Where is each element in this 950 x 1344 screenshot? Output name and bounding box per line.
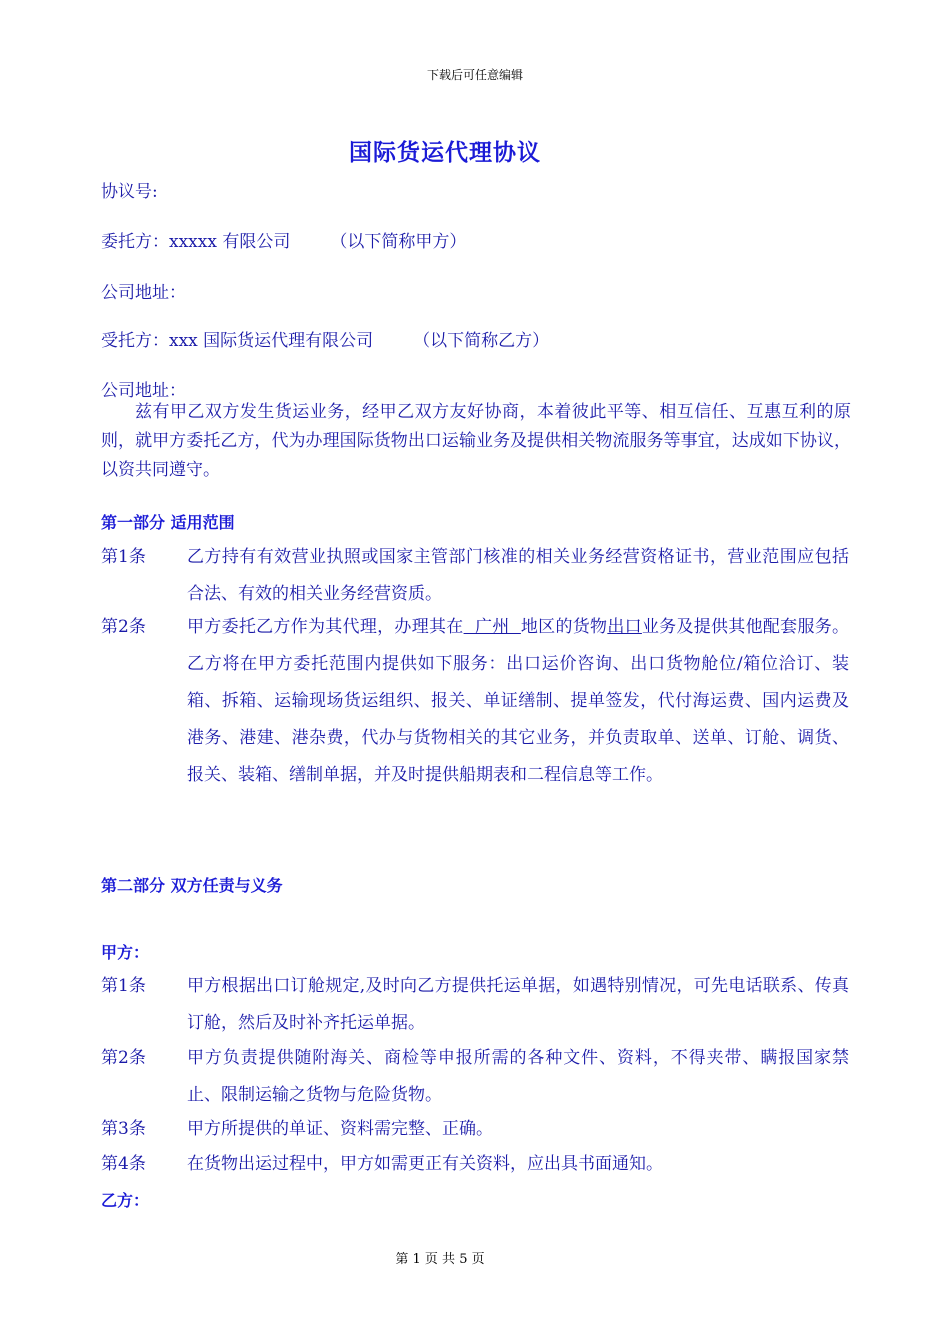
region-underlined: 广州 — [463, 617, 521, 637]
article-number: 第1条 — [101, 547, 146, 567]
page-header-note: 下载后可任意编辑 — [426, 68, 523, 82]
agent-name: 受托方：xxx 国际货运代理有限公司 — [101, 331, 374, 351]
part1-heading: 第一部分 适用范围 — [101, 513, 235, 532]
party-b-label: 乙方： — [101, 1191, 150, 1210]
client-name: 委托方：xxxxx 有限公司 — [101, 232, 291, 252]
agreement-number-field: 协议号: — [101, 182, 158, 202]
article-number: 第4条 — [101, 1154, 146, 1174]
article-text: 甲方负责提供随附海关、商检等申报所需的各种文件、资料，不得夹带、瞒报国家禁止、限制运输之货物与危险货物。 — [187, 1048, 849, 1105]
article-number: 第3条 — [101, 1119, 146, 1139]
agent-alias: （以下简称乙方） — [413, 331, 550, 351]
article-text-before: 甲方委托乙方作为其代理，办理其在 — [187, 617, 464, 637]
article-number: 第2条 — [101, 617, 146, 637]
agent-line — [101, 326, 549, 351]
article-text — [187, 609, 849, 794]
client-alias: （以下简称甲方） — [330, 232, 467, 252]
document-title: 国际货运代理协议 — [349, 140, 541, 166]
article-text-mid: 地区的货物 — [520, 617, 608, 637]
client-line — [101, 227, 466, 252]
article-text-after: 业务及提供其他配套服务。乙方将在甲方委托范围内提供如下服务：出口运价咨询、出口货物舱位/箱位洽订、装箱、拆箱、运输现场货运组织、报关、单证缮制、提单签发，代付海运费、国内运费及港务、港建、港杂费，代办与货物相关的其它业务，并负责取单、送单、订舱、调货、报关、装箱、缮制单据，并及时提供船期表和二程信息等工作。 — [187, 617, 850, 785]
client-address-field: 公司地址： — [101, 283, 186, 303]
article-text: 甲方所提供的单证、资料需完整、正确。 — [187, 1119, 493, 1139]
page-footer: 第 1 页 共 5 页 — [395, 1252, 485, 1267]
business-underlined: 出口 — [607, 617, 642, 637]
article-text: 在货物出运过程中，甲方如需更正有关资料，应出具书面通知。 — [187, 1154, 663, 1174]
intro-paragraph: 兹有甲乙双方发生货运业务，经甲乙双方友好协商，本着彼此平等、相互信任、互惠互利的原则，就甲方委托乙方，代为办理国际货物出口运输业务及提供相关物流服务等事宜，达成如下协议，以资共同遵守。 — [101, 402, 851, 480]
part2-heading: 第二部分 双方任责与义务 — [101, 876, 283, 895]
article-text: 甲方根据出口订舱规定,及时向乙方提供托运单据，如遇特别情况，可先电话联系、传真订舱，然后及时补齐托运单据。 — [187, 976, 849, 1033]
article-number: 第1条 — [101, 976, 146, 996]
party-a-label: 甲方： — [101, 943, 150, 962]
article-number: 第2条 — [101, 1048, 146, 1068]
article-text: 乙方持有有效营业执照或国家主管部门核准的相关业务经营资格证书，营业范围应包括合法、有效的相关业务经营资质。 — [187, 547, 849, 604]
agent-address-field: 公司地址： — [101, 381, 186, 401]
